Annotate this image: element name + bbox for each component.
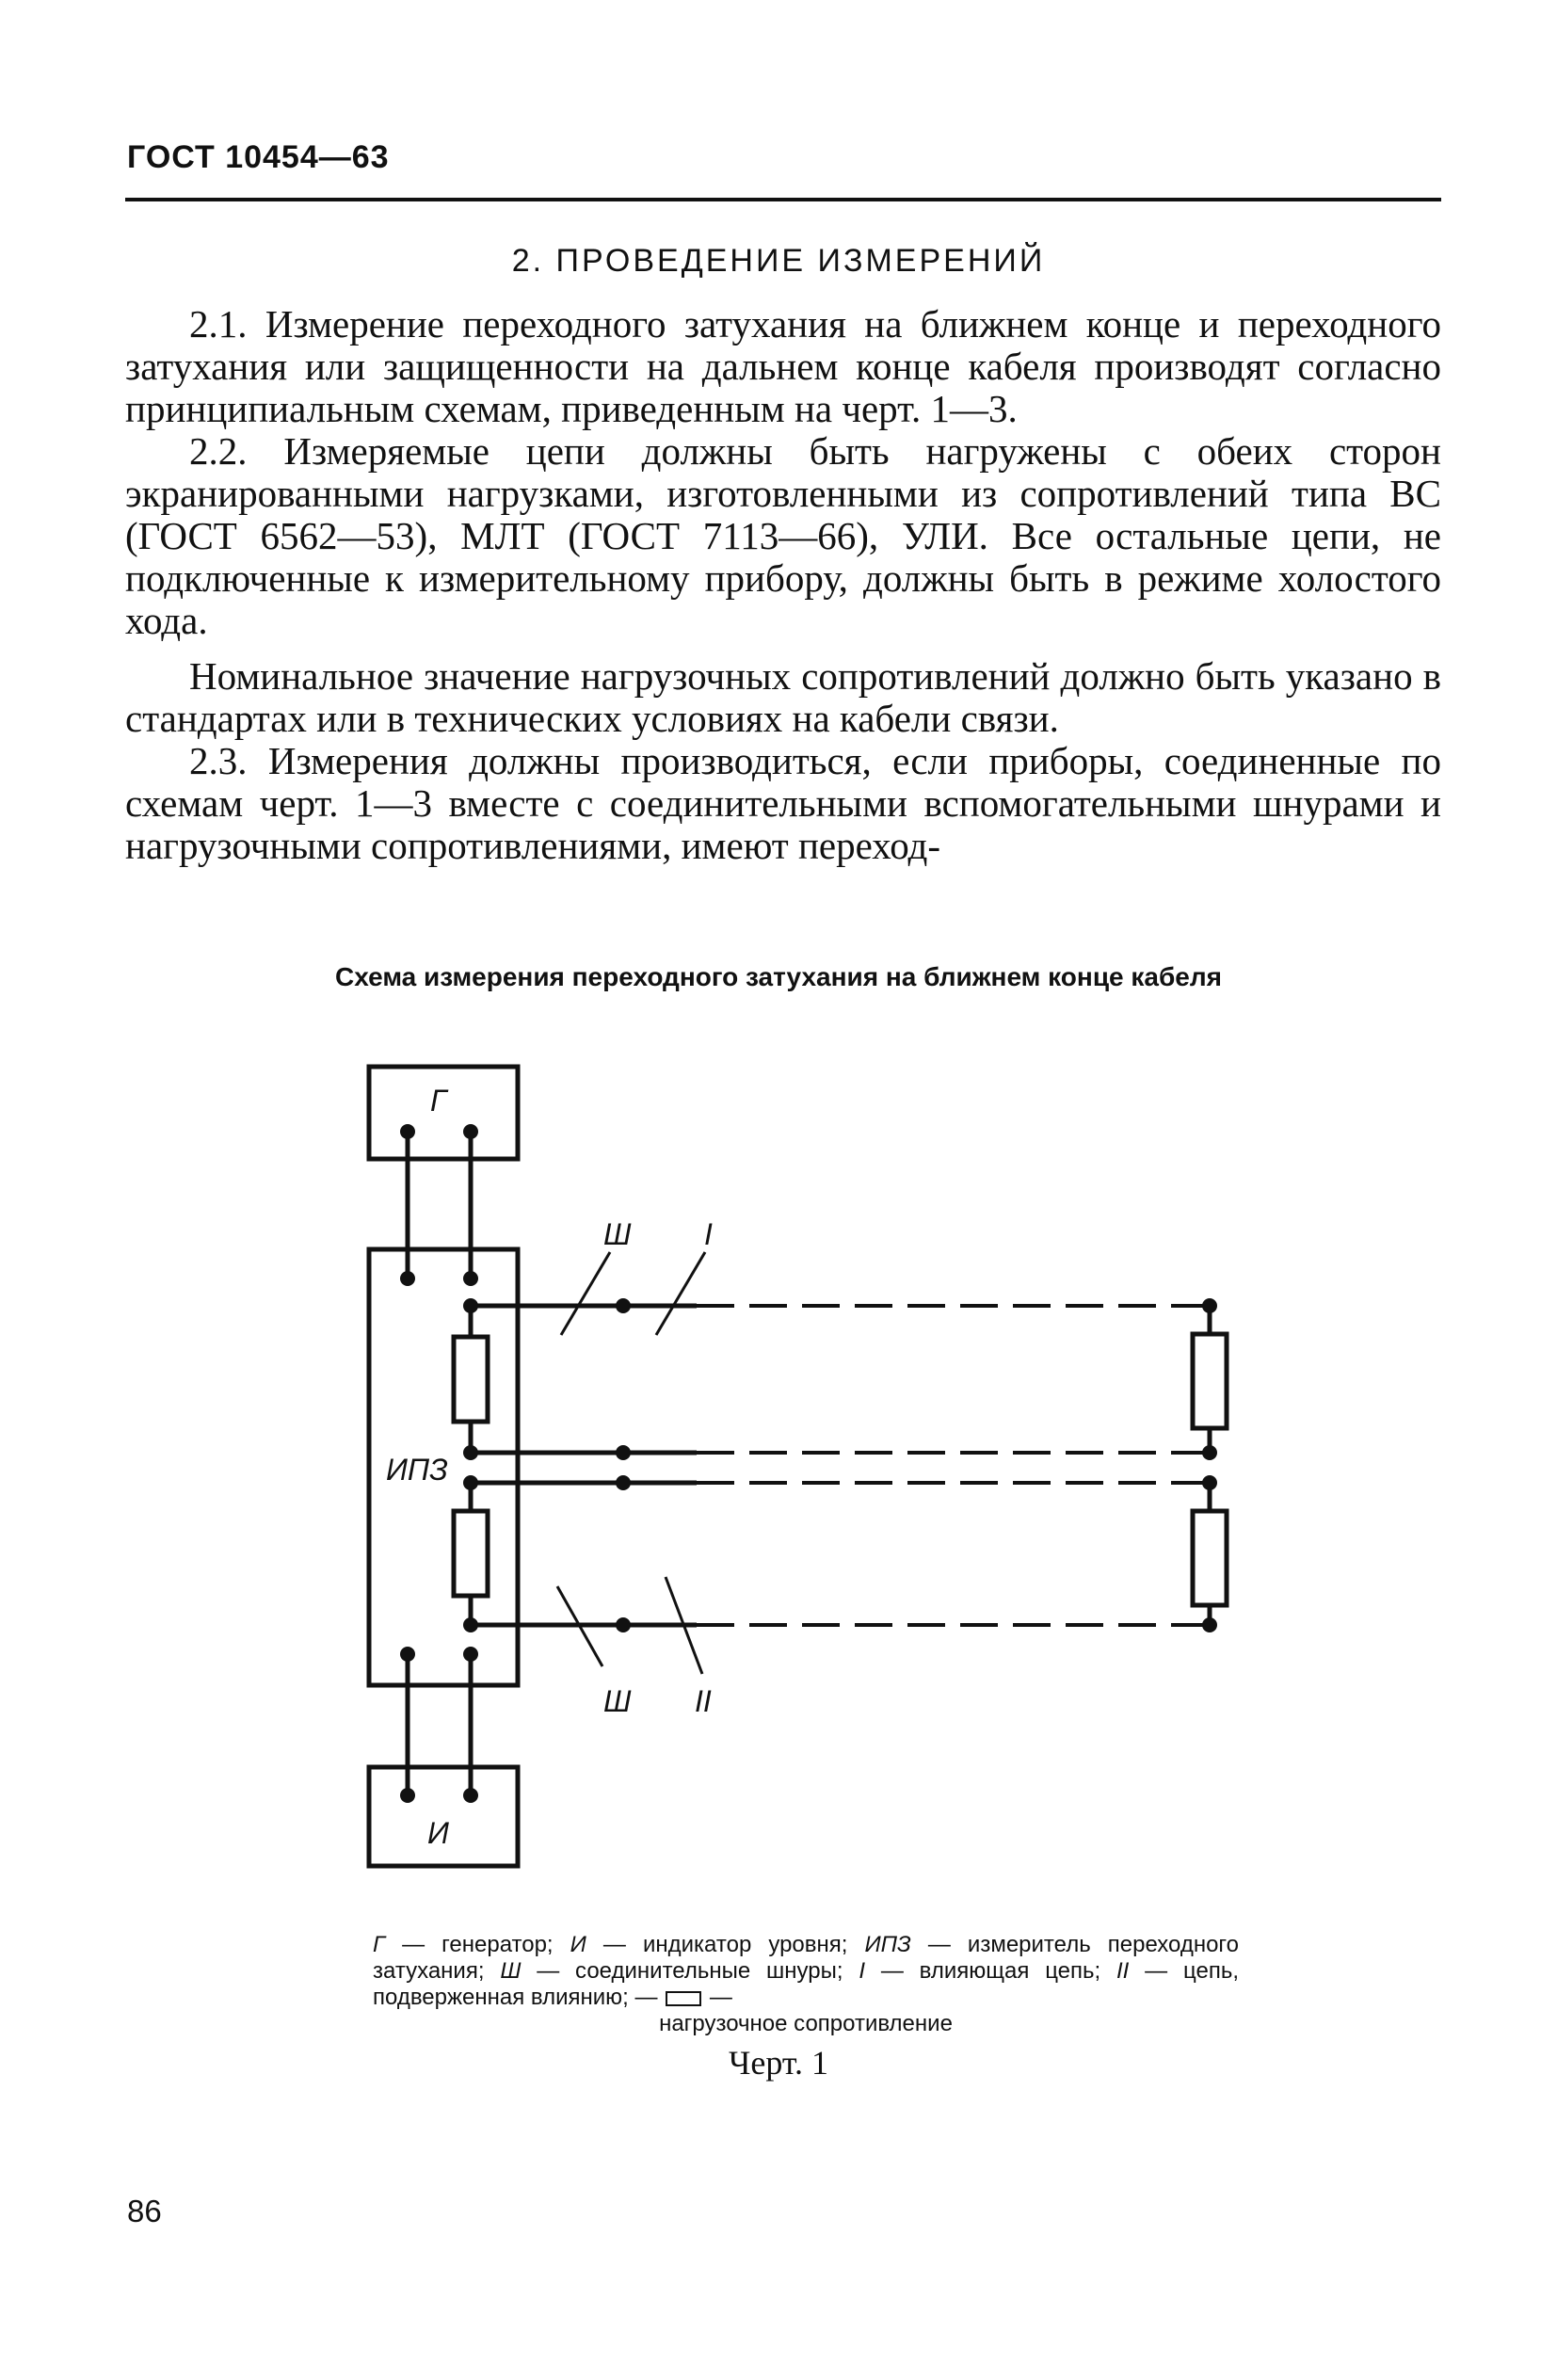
dot-ind-right	[463, 1788, 478, 1803]
dot-near-1	[463, 1298, 478, 1313]
dot-meter-bottom-right	[463, 1647, 478, 1662]
paragraph-nominal: Номинальное значение нагрузочных сопротивлений должно быть указано в стандартах или в технических условиях на кабели связи.	[125, 654, 1441, 740]
label-meter: ИПЗ	[386, 1453, 448, 1487]
label-cord-bottom: Ш	[603, 1684, 632, 1718]
resistor-far-top	[1193, 1334, 1227, 1428]
page-number: 86	[127, 2194, 162, 2228]
dot-ind-left	[400, 1788, 415, 1803]
legend-g-text: — генератор;	[385, 1932, 570, 1957]
resistor-near-bottom	[454, 1511, 488, 1596]
circuit1-slash	[656, 1252, 705, 1335]
cord-slash-top	[561, 1252, 610, 1335]
legend-ipz-symbol: ИПЗ	[864, 1932, 911, 1957]
paragraph-2-2: 2.2. Измеряемые цепи должны быть нагружены с обеих сторон экранированными нагрузками, изготовленными из сопротивлений типа ВС (ГОСТ 6562—53), МЛТ (ГОСТ 7113—66), УЛИ. Все остальные цепи, не подключенные к измерительному прибору, должны быть в режиме холостого хода.	[125, 429, 1441, 642]
dot-near-4	[463, 1617, 478, 1632]
dot-far-1	[1202, 1298, 1217, 1313]
legend-res-text: нагрузочное сопротивление	[659, 2011, 953, 2036]
legend-c2-text: — цепь, подверженная влиянию; —	[373, 1958, 1239, 2010]
dot-gen-left	[400, 1124, 415, 1139]
dot-mid-3	[616, 1475, 631, 1490]
dot-far-2	[1202, 1445, 1217, 1460]
dot-far-3	[1202, 1475, 1217, 1490]
label-circuit-2: II	[695, 1684, 712, 1718]
dot-near-3	[463, 1475, 478, 1490]
legend-sh-symbol: Ш	[500, 1958, 522, 1984]
resistor-symbol-icon	[666, 1991, 701, 2006]
dot-gen-right	[463, 1124, 478, 1139]
dot-mid-1	[616, 1298, 631, 1313]
dot-meter-top-right	[463, 1271, 478, 1286]
label-circuit-1: I	[704, 1217, 713, 1251]
legend-sh-text: — соединительные шнуры;	[521, 1958, 859, 1984]
label-generator: Г	[430, 1084, 447, 1118]
paragraph-2-1: 2.1. Измерение переходного затухания на ближнем конце и переходного затухания или защищенности на дальнем конце кабеля производят согласно принципиальным схемам, приведенным на черт. 1—3.	[125, 302, 1441, 430]
label-indicator: И	[427, 1816, 449, 1850]
legend-c1-text: — влияющая цепь;	[865, 1958, 1117, 1984]
dot-mid-2	[616, 1445, 631, 1460]
section-title: 2. ПРОВЕДЕНИЕ ИЗМЕРЕНИЙ	[511, 243, 1046, 279]
legend-c2-symbol: II	[1116, 1958, 1130, 1984]
legend-i-symbol: И	[570, 1932, 586, 1957]
legend-res-tail: —	[703, 1985, 732, 2010]
figure-title: Схема измерения переходного затухания на ближнем конце кабеля	[335, 962, 1222, 991]
dot-meter-bottom-left	[400, 1647, 415, 1662]
legend-c1-symbol: I	[859, 1958, 866, 1984]
dot-near-2	[463, 1445, 478, 1460]
resistor-near-top	[454, 1337, 488, 1422]
legend-ipz-text: — измеритель переходного затухания;	[373, 1932, 1239, 1984]
figure-legend	[373, 1932, 1239, 2037]
legend-i-text: — индикатор уровня;	[586, 1932, 865, 1957]
dot-meter-top-left	[400, 1271, 415, 1286]
paragraph-2-3: 2.3. Измерения должны производиться, если приборы, соединенные по схемам черт. 1—3 вместе с соединительными вспомогательными шнурами и нагрузочными сопротивлениями, имеют переход-	[125, 739, 1441, 867]
legend-g-symbol: Г	[373, 1932, 386, 1957]
label-cord-top: Ш	[603, 1217, 632, 1251]
figure-caption: Черт. 1	[729, 2044, 828, 2082]
dot-mid-4	[616, 1617, 631, 1632]
document-code: ГОСТ 10454—63	[127, 139, 390, 175]
resistor-far-bottom	[1193, 1511, 1227, 1605]
dot-far-4	[1202, 1617, 1217, 1632]
